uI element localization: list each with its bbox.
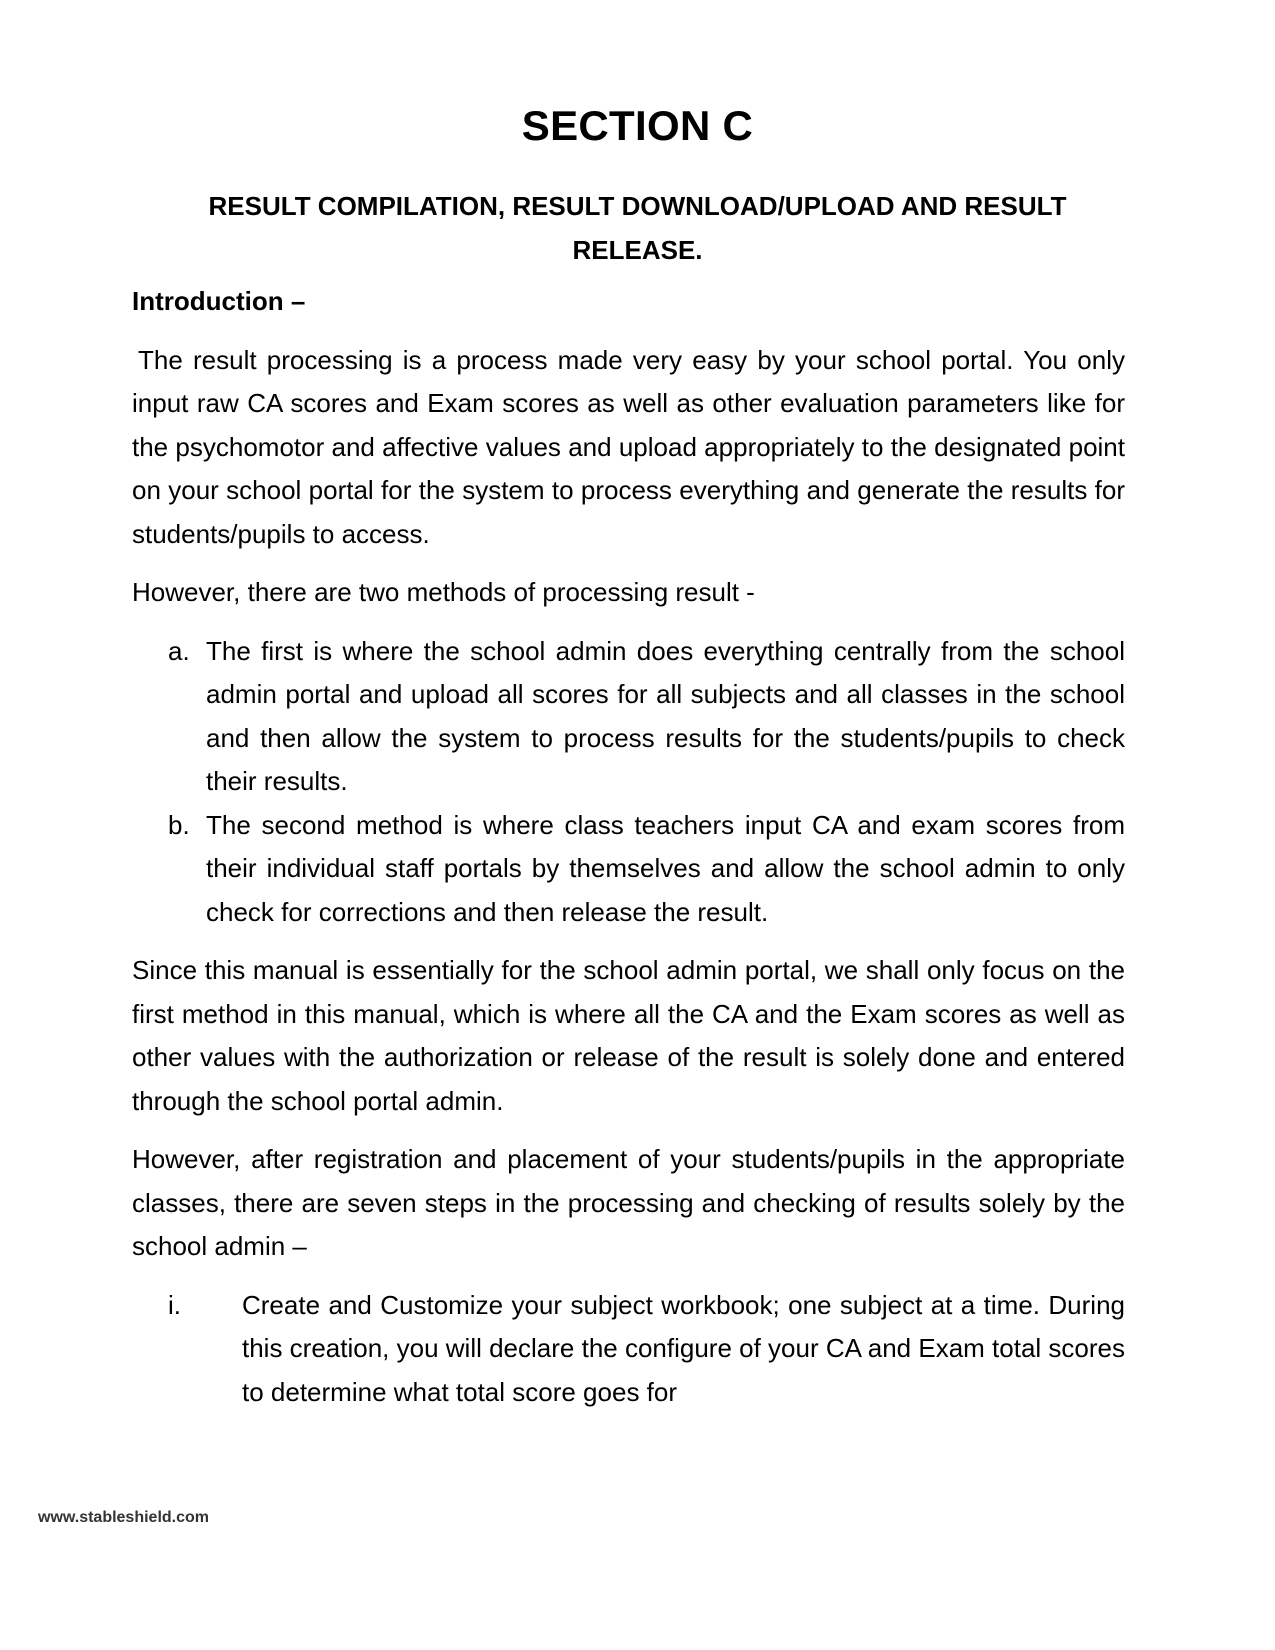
steps-intro-paragraph: However, after registration and placement of your students/pupils in the appropriate classes, there are seven steps in the processing and checking of results solely by the school admin – <box>132 1144 1125 1261</box>
section-subtitle: RESULT COMPILATION, RESULT DOWNLOAD/UPLOAD AND RESULT RELEASE. <box>208 191 1067 265</box>
list-item <box>132 804 1125 935</box>
list-item <box>132 630 1125 804</box>
list-item-text: The first is where the school admin does everything centrally from the school admin portal and upload all scores for all subjects and all classes in the school and then allow the system to process results for the students/pupils to check their results. <box>206 635 1125 796</box>
methods-intro-paragraph: However, there are two methods of processing result - <box>132 577 755 607</box>
footer-website: www.stableshield.com <box>38 1509 210 1526</box>
list-marker: b. <box>168 809 190 840</box>
list-marker: i. <box>168 1289 181 1320</box>
steps-list <box>132 1284 1125 1415</box>
methods-list <box>132 630 1125 935</box>
list-item <box>132 1284 1125 1415</box>
intro-paragraph: The result processing is a process made very easy by your school portal. You only input raw CA scores and Exam scores as well as other evaluation parameters like for the psychomotor and affective values and upload appropriately to the designated point on your school portal for the system to process everything and generate the results for students/pupils to access. <box>132 344 1125 549</box>
list-item-text: The second method is where class teachers input CA and exam scores from their individual staff portals by themselves and allow the school admin to only check for corrections and then release the result. <box>206 809 1125 927</box>
section-title: SECTION C <box>521 102 754 149</box>
list-marker: a. <box>168 635 190 666</box>
document-body <box>132 280 1125 1429</box>
list-item-text: Create and Customize your subject workbook; one subject at a time. During this creation, you will declare the configure of your CA and Exam total scores to determine what total score goes for <box>242 1289 1125 1407</box>
manual-focus-paragraph: Since this manual is essentially for the school admin portal, we shall only focus on the first method in this manual, which is where all the CA and the Exam scores as well as other values with the authorization or release of the result is solely done and entered through the school portal admin. <box>132 955 1125 1116</box>
introduction-heading: Introduction – <box>132 286 306 316</box>
